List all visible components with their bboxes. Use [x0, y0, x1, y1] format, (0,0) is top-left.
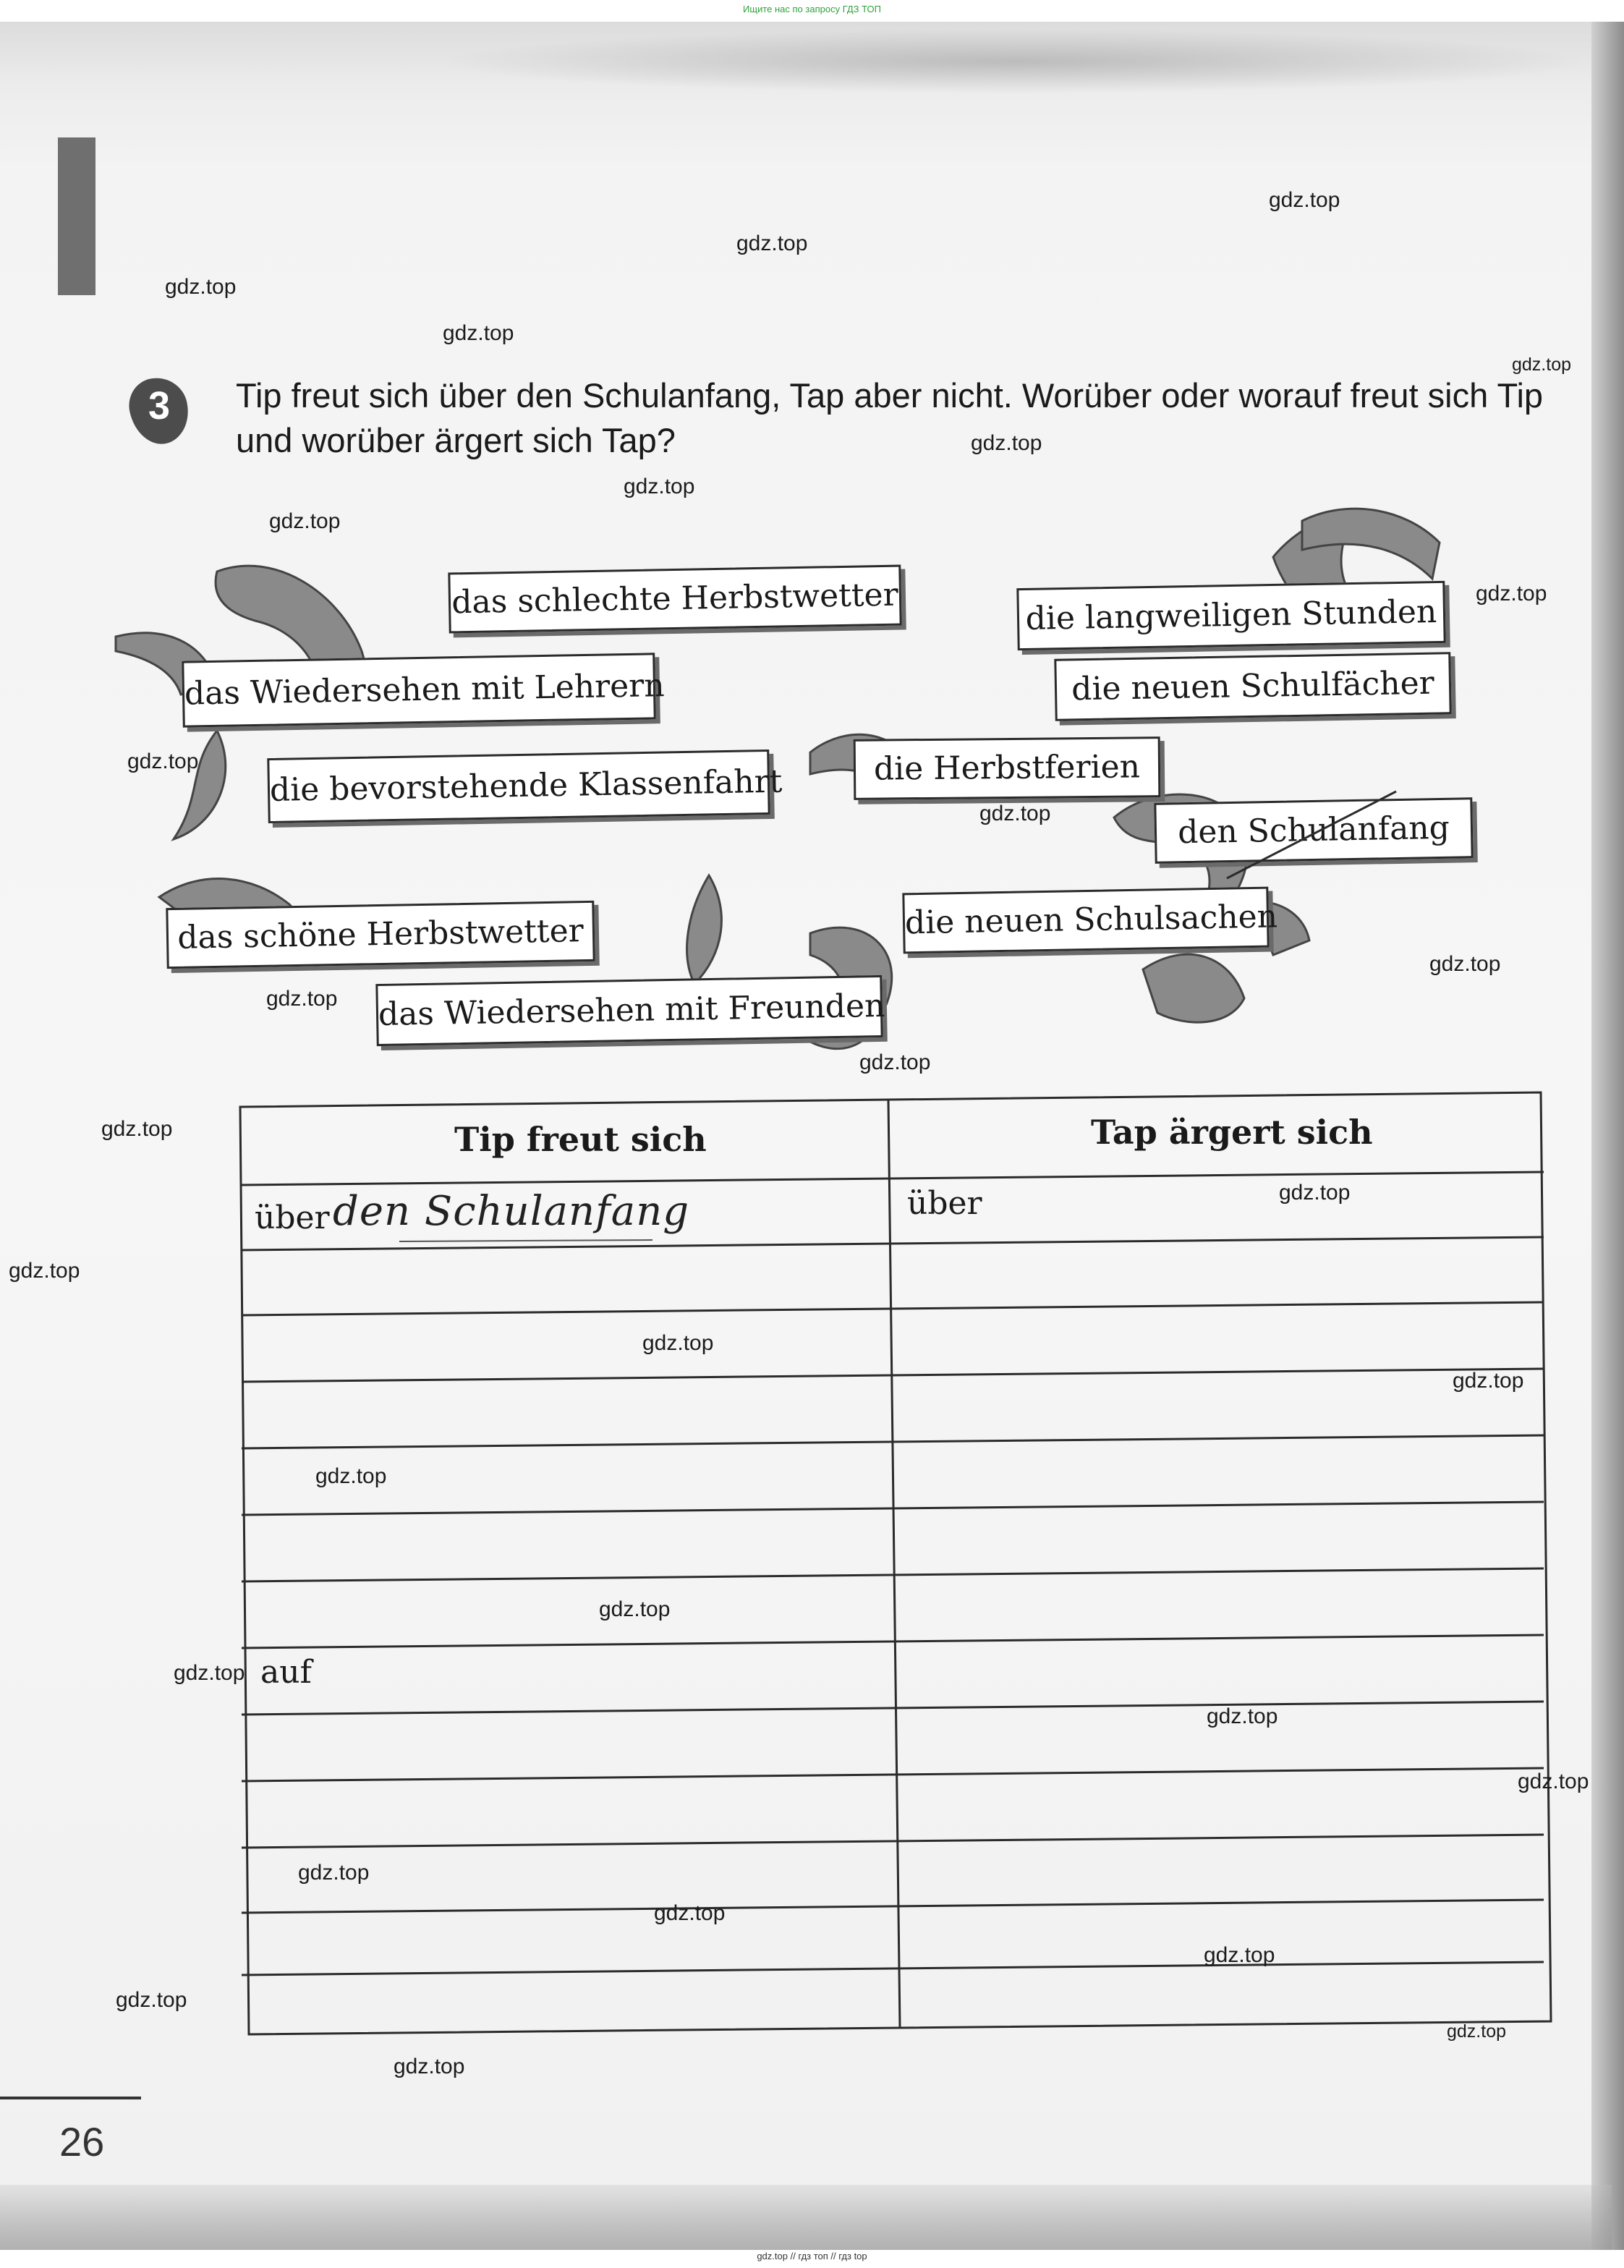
- word-card: die Herbstferien: [854, 736, 1161, 800]
- word-card-crossed: den Schulanfang: [1154, 797, 1473, 864]
- watermark: gdz.top: [116, 1988, 187, 2012]
- row-prefix: über: [255, 1199, 330, 1236]
- table-row-line: [242, 1962, 1544, 1975]
- watermark: gdz.top: [642, 1331, 714, 1355]
- answer-underline: [399, 1236, 660, 1247]
- page-number: 26: [59, 2119, 105, 2165]
- handwritten-answer: den Schulanfang: [333, 1188, 690, 1235]
- watermark: gdz.top: [174, 1661, 245, 1685]
- column-header-tap: Tap ärgert sich: [1091, 1113, 1373, 1152]
- watermark: gdz.top: [1512, 354, 1572, 375]
- watermark: gdz.top: [101, 1117, 173, 1141]
- exercise-instruction: Tip freut sich über den Schulanfang, Tap aber nicht. Worüber oder worauf freut sich Tip und worüber ärgert sich Tap?: [236, 376, 1544, 459]
- word-card: das Wiedersehen mit Freunden: [375, 975, 883, 1046]
- watermark: gdz.top: [971, 431, 1042, 455]
- watermark: gdz.top: [1207, 1704, 1278, 1728]
- table-row-line: [242, 1635, 1544, 1648]
- word-card: die bevorstehende Klassenfahrt: [267, 749, 770, 823]
- watermark: gdz.top: [266, 987, 338, 1011]
- watermark: gdz.top: [859, 1050, 931, 1074]
- watermark: gdz.top: [394, 2055, 465, 2078]
- word-card: das schöne Herbstwetter: [166, 901, 595, 969]
- watermark: gdz.top: [269, 509, 341, 533]
- watermark: gdz.top: [9, 1259, 80, 1283]
- watermark: gdz.top: [1447, 2021, 1507, 2042]
- header-note: Ищите нас по запросу ГДЗ ТОП: [743, 4, 881, 14]
- word-card: das Wiedersehen mit Lehrern: [182, 653, 656, 727]
- watermark: gdz.top: [1429, 952, 1501, 976]
- column-header-tip: Tip freut sich: [454, 1120, 707, 1159]
- watermark: gdz.top: [654, 1901, 726, 1925]
- watermark: gdz.top: [1453, 1369, 1524, 1393]
- watermark: gdz.top: [315, 1464, 387, 1488]
- watermark: gdz.top: [443, 321, 514, 345]
- watermark: gdz.top: [165, 275, 237, 299]
- column-divider: [888, 1100, 900, 2027]
- watermark: gdz.top: [298, 1861, 370, 1885]
- watermark: gdz.top: [599, 1597, 671, 1621]
- table-row-line: [242, 1768, 1544, 1781]
- word-card: die langweiligen Stunden: [1016, 581, 1445, 650]
- word-card: die neuen Schulfächer: [1054, 652, 1451, 721]
- exercise-number: 3: [148, 384, 171, 428]
- watermark: gdz.top: [736, 232, 808, 255]
- watermark: gdz.top: [624, 475, 695, 498]
- page-rule: [0, 2097, 141, 2099]
- watermark: gdz.top: [1269, 188, 1340, 212]
- word-card: die neuen Schulsachen: [902, 887, 1269, 954]
- row-prefix: auf: [260, 1654, 312, 1691]
- table-row-line: [242, 1568, 1544, 1581]
- watermark: gdz.top: [1476, 582, 1547, 606]
- row-prefix: über: [907, 1185, 982, 1222]
- watermark: gdz.top: [127, 749, 199, 773]
- watermark: gdz.top: [979, 802, 1051, 825]
- watermark: gdz.top: [1518, 1770, 1589, 1793]
- footer-note: gdz.top // гдз топ // гдз top: [757, 2251, 867, 2261]
- watermark: gdz.top: [1279, 1181, 1351, 1205]
- table-row-line: [242, 1835, 1544, 1848]
- table-row-line: [242, 1900, 1544, 1913]
- word-card: das schlechte Herbstwetter: [448, 565, 901, 634]
- table-row-line: [242, 1302, 1544, 1315]
- table-row-line: [242, 1702, 1544, 1715]
- watermark: gdz.top: [1204, 1943, 1275, 1967]
